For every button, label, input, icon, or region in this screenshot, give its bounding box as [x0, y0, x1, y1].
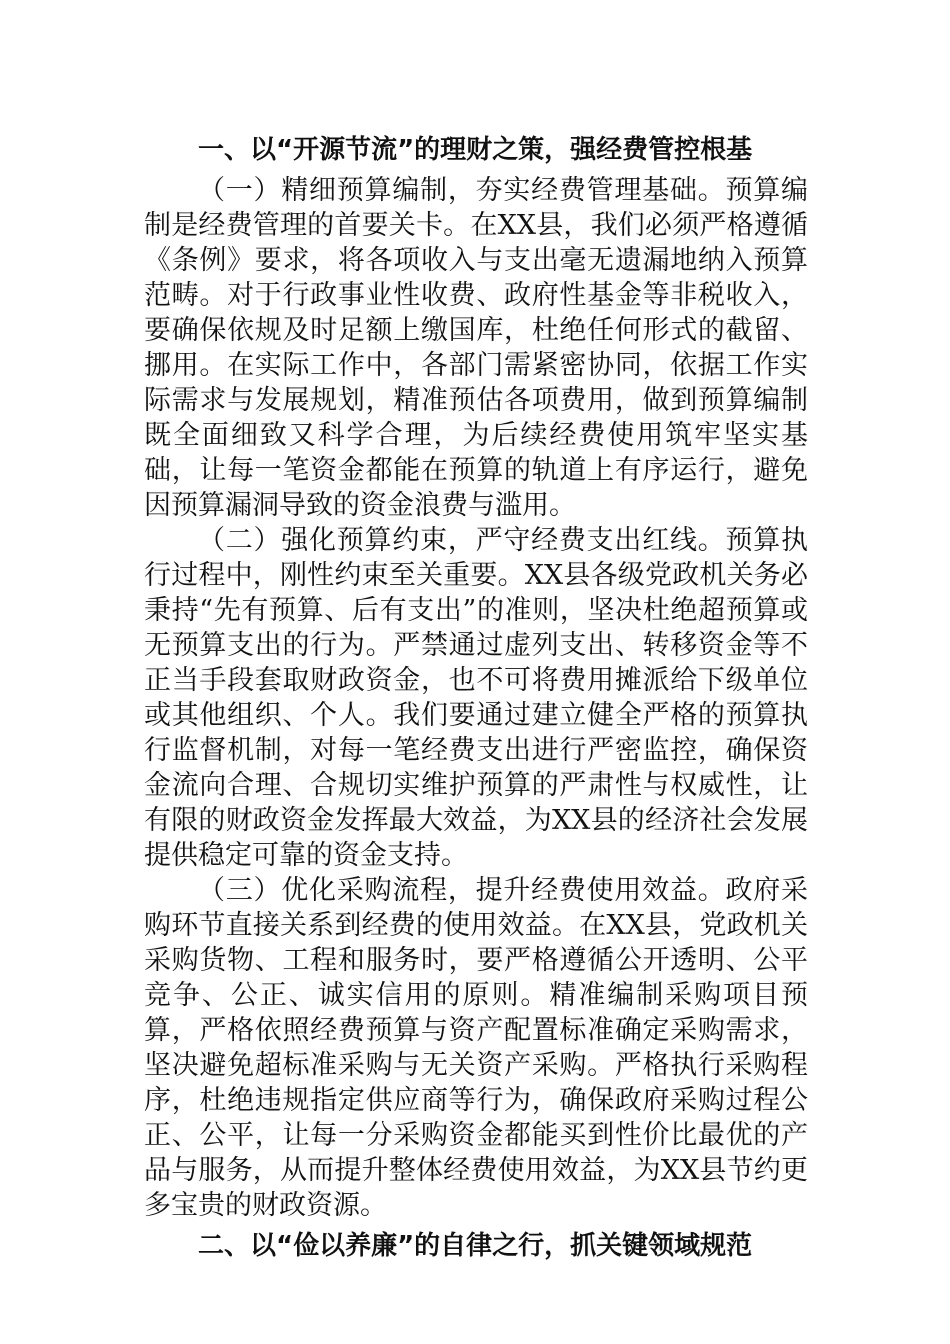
- section-heading-2: 二、以“俭以养廉”的自律之行，抓关键领域规范: [198, 1231, 753, 1261]
- paragraph-procurement: （三）优化采购流程，提升经费使用效益。政府采购环节直接关系到经费的使用效益。在XX县，党政机关采购货物、工程和服务时，要严格遵循公开透明、公平竞争、公正、诚实信用的原则。精准编制采购项目预算，严格依照经费预算与资产配置标准确定采购需求，坚决避免超标准采购与无关资产采购。严格执行采购程序，杜绝违规指定供应商等行为，确保政府采购过程公正、公平，让每一分采购资金都能买到性价比最优的产品与服务，从而提升整体经费使用效益，为XX县节约更多宝贵的财政资源。: [144, 875, 808, 1221]
- document-body: [144, 127, 808, 1269]
- paragraph-budget-preparation: （一）精细预算编制，夯实经费管理基础。预算编制是经费管理的首要关卡。在XX县，我们必须严格遵循《条例》要求，将各项收入与支出毫无遗漏地纳入预算范畴。对于行政事业性收费、政府性基金等非税收入，要确保依规及时足额上缴国库，杜绝任何形式的截留、挪用。在实际工作中，各部门需紧密协同，依据工作实际需求与发展规划，精准预估各项费用，做到预算编制既全面细致又科学合理，为后续经费使用筑牢坚实基础，让每一笔资金都能在预算的轨道上有序运行，避免因预算漏洞导致的资金浪费与滥用。: [144, 175, 808, 521]
- paragraph-budget-constraint: （二）强化预算约束，严守经费支出红线。预算执行过程中，刚性约束至关重要。XX县各级党政机关务必秉持“先有预算、后有支出”的准则，坚决杜绝超预算或无预算支出的行为。严禁通过虚列支出、转移资金等不正当手段套取财政资金，也不可将费用摊派给下级单位或其他组织、个人。我们要通过建立健全严格的预算执行监督机制，对每一笔经费支出进行严密监控，确保资金流向合理、合规切实维护预算的严肃性与权威性，让有限的财政资金发挥最大效益，为XX县的经济社会发展提供稳定可靠的资金支持。: [144, 525, 808, 871]
- section-heading-1: 一、以“开源节流”的理财之策，强经费管控根基: [198, 135, 753, 165]
